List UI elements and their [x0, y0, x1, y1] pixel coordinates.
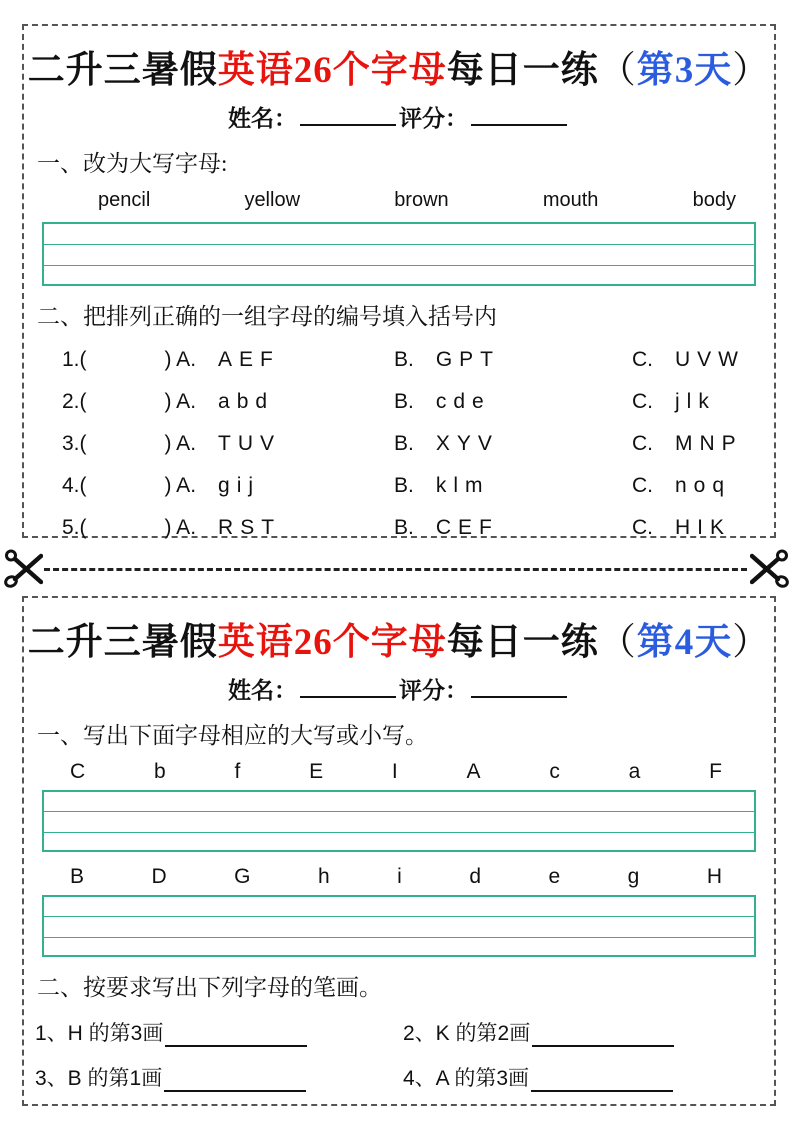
bracket-open: (: [79, 516, 87, 539]
option-a-letters: gij: [218, 474, 261, 497]
option-b-letters: cde: [435, 390, 491, 413]
choice-a-cell: [62, 473, 394, 499]
writing-grid: [42, 222, 756, 286]
choice-a-cell: [62, 347, 394, 373]
title-paren-close: ）: [732, 622, 771, 663]
option-a-letters: AEF: [218, 348, 280, 371]
label-b: B.: [394, 348, 414, 371]
letter-item: F: [709, 760, 722, 783]
grid-line: [44, 244, 754, 245]
choice-c-cell: [632, 431, 774, 457]
choice-a-cell: [62, 431, 394, 457]
name-label: 姓名：: [228, 678, 297, 703]
label-c: C.: [632, 516, 653, 539]
title-paren-open: （: [598, 622, 637, 663]
label-c: C.: [632, 474, 653, 497]
stroke-question-row: [35, 1062, 774, 1092]
word-item: pencil: [98, 189, 151, 211]
option-b-letters: XYV: [435, 432, 499, 455]
question-text: 2、K 的第2画: [403, 1022, 531, 1045]
letter-item: h: [317, 865, 330, 888]
question-text: 3、B 的第1画: [35, 1067, 163, 1090]
bracket-close-label-a: ) A.: [164, 516, 197, 539]
scissors-icon: [3, 549, 43, 589]
letter-item: D: [151, 865, 167, 888]
option-c-letters: noq: [675, 474, 732, 497]
worksheet-day3: [22, 24, 776, 538]
letter-item: C: [70, 760, 86, 783]
stroke-question: [403, 1062, 673, 1092]
question-number: 3.: [62, 432, 80, 455]
choice-row: [62, 347, 774, 373]
answer-blank: [164, 1066, 306, 1092]
scissors-icon: [750, 549, 790, 589]
letter-item: i: [397, 865, 402, 888]
title-black1: 二升三暑假: [27, 50, 218, 91]
option-c-letters: MNP: [675, 432, 743, 455]
grid-line: [44, 937, 754, 938]
option-b-letters: CEF: [435, 516, 499, 539]
label-b: B.: [394, 432, 414, 455]
title-red-segment: 英语26个字母: [217, 50, 447, 91]
grid-line: [44, 265, 754, 266]
title-day-badge: 第4天: [636, 622, 733, 663]
answer-blank: [531, 1066, 673, 1092]
choice-row: [62, 389, 774, 415]
option-c-letters: UVW: [675, 348, 745, 371]
stroke-question: [403, 1017, 674, 1047]
name-blank: [300, 104, 396, 126]
choice-row: [62, 515, 774, 541]
choice-b-cell: [394, 347, 632, 373]
bracket-close-label-a: ) A.: [164, 474, 197, 497]
letter-list: [70, 865, 722, 889]
bracket-open: (: [79, 348, 87, 371]
word-item: brown: [394, 189, 449, 211]
sheet2-title: [24, 611, 774, 665]
choice-a-cell: [62, 389, 394, 415]
word-item: mouth: [542, 189, 599, 211]
choice-b-cell: [394, 389, 632, 415]
s1-section2-heading: 二、把排列正确的一组字母的编号填入括号内: [37, 304, 497, 329]
letter-item: A: [466, 760, 481, 783]
label-b: B.: [394, 474, 414, 497]
title-paren-close: ）: [732, 50, 771, 91]
choice-b-cell: [394, 515, 632, 541]
letter-item: e: [548, 865, 561, 888]
question-number: 1.: [62, 348, 80, 371]
name-label: 姓名：: [228, 106, 297, 131]
stroke-question: [35, 1062, 403, 1092]
answer-blank: [532, 1021, 674, 1047]
question-number: 4.: [62, 474, 80, 497]
score-label: 评分：: [399, 106, 468, 131]
title-paren-open: （: [598, 50, 637, 91]
label-c: C.: [632, 390, 653, 413]
title-black1: 二升三暑假: [27, 622, 218, 663]
answer-blank: [165, 1021, 307, 1047]
option-c-letters: jlk: [675, 390, 716, 413]
question-number: 2.: [62, 390, 80, 413]
stroke-question-row: [35, 1017, 774, 1047]
bracket-close-label-a: ) A.: [164, 390, 197, 413]
letter-item: B: [70, 865, 85, 888]
choice-c-cell: [632, 389, 774, 415]
question-text: 4、A 的第3画: [403, 1067, 530, 1090]
title-black2: 每日一练: [446, 622, 599, 663]
name-score-line: [24, 672, 774, 705]
bracket-open: (: [79, 432, 87, 455]
word-item: yellow: [244, 189, 301, 211]
letter-item: d: [469, 865, 481, 888]
bracket-open: (: [79, 390, 87, 413]
score-label: 评分：: [399, 678, 468, 703]
name-blank: [300, 676, 396, 698]
choice-c-cell: [632, 515, 774, 541]
letter-item: c: [549, 760, 560, 783]
choice-a-cell: [62, 515, 394, 541]
letter-item: E: [309, 760, 324, 783]
grid-line: [44, 832, 754, 833]
writing-grid: [42, 790, 756, 852]
score-blank: [471, 104, 567, 126]
letter-item: H: [706, 865, 722, 888]
bracket-close-label-a: ) A.: [164, 432, 197, 455]
grid-line: [44, 916, 754, 917]
choice-b-cell: [394, 431, 632, 457]
name-score-line: [24, 100, 774, 133]
word-item: body: [692, 189, 736, 211]
worksheet-day4: [22, 596, 776, 1106]
label-b: B.: [394, 516, 414, 539]
cut-divider: [0, 548, 793, 592]
choice-row: [62, 473, 774, 499]
grid-line: [44, 811, 754, 812]
letter-item: f: [234, 760, 241, 783]
dashed-cut-line: [44, 568, 747, 571]
choice-c-cell: [632, 347, 774, 373]
title-black2: 每日一练: [446, 50, 599, 91]
choice-row: [62, 431, 774, 457]
letter-list: [70, 760, 722, 784]
option-a-letters: TUV: [218, 432, 282, 455]
option-a-letters: abd: [218, 390, 275, 413]
question-text: 1、H 的第3画: [35, 1022, 164, 1045]
bracket-open: (: [79, 474, 87, 497]
s1-section1-heading: 一、改为大写字母:: [37, 151, 228, 176]
letter-item: b: [153, 760, 166, 783]
question-number: 5.: [62, 516, 80, 539]
option-b-letters: GPT: [435, 348, 501, 371]
stroke-question: [35, 1017, 403, 1047]
letter-item: g: [627, 865, 640, 888]
title-red-segment: 英语26个字母: [217, 622, 447, 663]
letter-item: G: [234, 865, 251, 888]
option-c-letters: HIK: [675, 516, 732, 539]
title-day-badge: 第3天: [636, 50, 733, 91]
writing-grid: [42, 895, 756, 957]
option-a-letters: RST: [218, 516, 282, 539]
choice-c-cell: [632, 473, 774, 499]
choice-b-cell: [394, 473, 632, 499]
option-b-letters: klm: [435, 474, 490, 497]
s2-section2-heading: 二、按要求写出下列字母的笔画。: [37, 975, 382, 1000]
sheet1-title: [24, 39, 774, 93]
bracket-close-label-a: ) A.: [164, 348, 197, 371]
word-list: [98, 189, 736, 212]
label-c: C.: [632, 432, 653, 455]
label-b: B.: [394, 390, 414, 413]
label-c: C.: [632, 348, 653, 371]
s2-section1-heading: 一、写出下面字母相应的大写或小写。: [37, 723, 428, 748]
score-blank: [471, 676, 567, 698]
letter-item: a: [628, 760, 641, 783]
letter-item: I: [391, 760, 398, 783]
